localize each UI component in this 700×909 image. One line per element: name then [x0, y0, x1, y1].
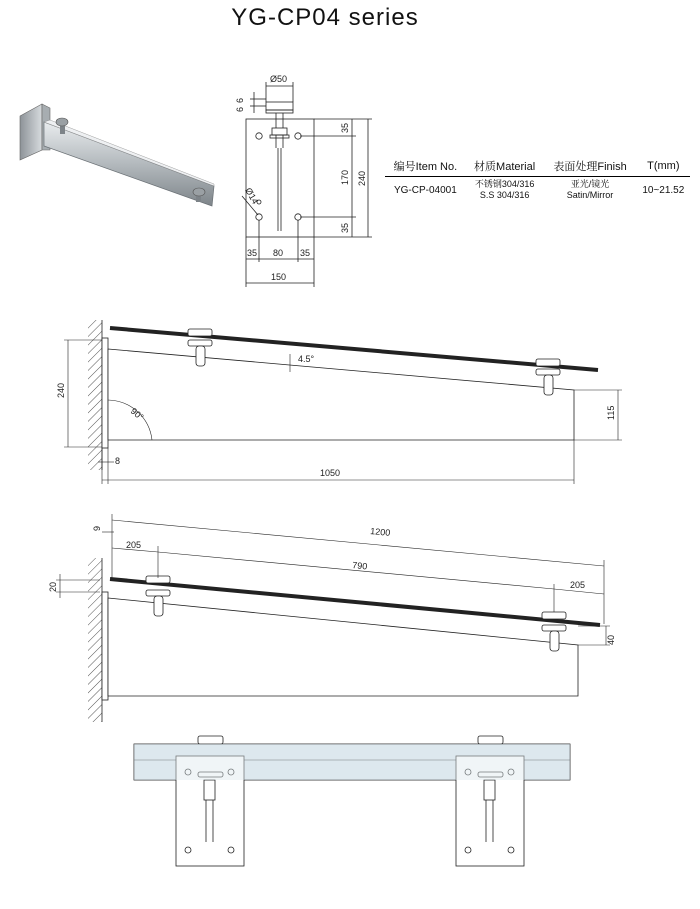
- dim-d14: Ø14: [243, 186, 261, 206]
- dim-left35: 35: [247, 248, 258, 258]
- side1-dim-wall8: 8: [115, 456, 121, 466]
- page-title: YG-CP04 series: [231, 4, 419, 31]
- side2-dim-span790: 790: [351, 560, 368, 572]
- side1-dim-end115: 115: [606, 405, 616, 420]
- side2-dim-len1200: 1200: [369, 526, 391, 538]
- header-material: 材质Material: [466, 156, 544, 177]
- dim-h240: 240: [357, 170, 367, 186]
- side2-dim-off205a: 205: [126, 540, 142, 550]
- dim-w150: 150: [271, 272, 287, 282]
- dim-mid170: 170: [340, 169, 350, 185]
- side2-dim-gap9: 9: [92, 525, 102, 531]
- header-item-no: 编号Item No.: [385, 156, 466, 177]
- side1-angle45: 4.5°: [298, 354, 315, 364]
- side1-dim-len1050: 1050: [320, 468, 341, 478]
- side1-angle90: 90°: [128, 405, 146, 423]
- dim-top35: 35: [340, 122, 350, 133]
- side2-dim-end40: 40: [606, 634, 616, 645]
- dim-d50: Ø50: [270, 74, 288, 84]
- cell-item-no: YG-CP-04001: [393, 184, 457, 196]
- side2-dim-gap20: 20: [48, 581, 58, 592]
- dim-mid80: 80: [273, 248, 284, 258]
- cell-material-en: S.S 304/316: [479, 190, 530, 200]
- side1-dim-h240: 240: [56, 382, 66, 398]
- header-finish: 表面处理Finish: [543, 156, 636, 177]
- dim-bot35: 35: [340, 222, 350, 233]
- side2-dim-off205b: 205: [570, 580, 586, 590]
- cell-finish-cn: 亚光/镜光: [570, 179, 610, 189]
- dim-right35: 35: [300, 248, 311, 258]
- cell-material-cn: 不锈钢304/316: [474, 179, 535, 189]
- cell-thickness: 10~21.52: [642, 184, 685, 196]
- dim-6b: 6: [235, 106, 245, 112]
- dim-6a: 6: [235, 97, 245, 103]
- header-thickness: T(mm): [637, 156, 690, 177]
- cell-finish-en: Satin/Mirror: [566, 190, 614, 200]
